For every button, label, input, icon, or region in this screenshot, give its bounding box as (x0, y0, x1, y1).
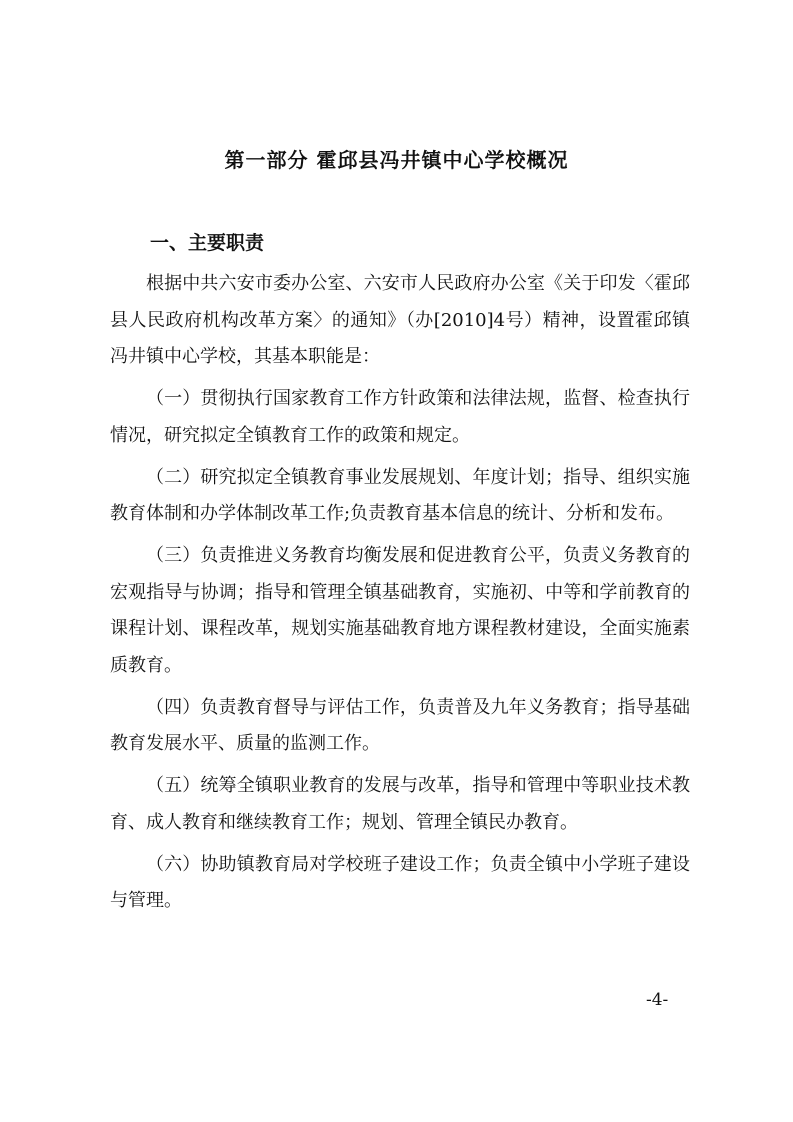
duty-paragraph-3: （三）负责推进义务教育均衡发展和促进教育公平，负责义务教育的宏观指导与协调；指导和管理全镇基础教育，实施初、中等和学前教育的课程计划、课程改革，规划实施基础教育地方课程教材建设，全面实施素质教育。 (110, 544, 690, 677)
duty-paragraph-5: （五）统筹全镇职业教育的发展与改革，指导和管理中等职业技术教育、成人教育和继续教育工作；规划、管理全镇民办教育。 (110, 775, 690, 833)
section-heading: 一、主要职责 (150, 232, 265, 254)
duty-paragraph-4: （四）负责教育督导与评估工作，负责普及九年义务教育；指导基础教育发展水平、质量的监测工作。 (110, 696, 690, 755)
duty-paragraph-1: （一）贯彻执行国家教育工作方针政策和法律法规，监督、检查执行 情况，研究拟定全镇教育工作的政策和规定。 (110, 388, 690, 446)
page-title: 第一部分 霍邱县冯井镇中心学校概况 (224, 148, 569, 172)
intro-paragraph: 根据中共六安市委办公室、六安市人民政府办公室《关于印发〈霍邱县人民政府机构改革方案〉的通知》（办[2010]4号）精神，设置霍邱镇冯井镇中心学校，其基本职能是： (110, 273, 690, 368)
duty-paragraph-6: （六）协助镇教育局对学校班子建设工作；负责全镇中小学班子建设与管理。 (110, 853, 690, 912)
body-text (110, 266, 690, 925)
page-number: -4- (646, 990, 669, 1010)
duty-paragraph-2: （二）研究拟定全镇教育事业发展规划、年度计划；指导、组织实施 教育体制和办学体制改革工作;负责教育基本信息的统计、分析和发布。 (110, 466, 690, 525)
